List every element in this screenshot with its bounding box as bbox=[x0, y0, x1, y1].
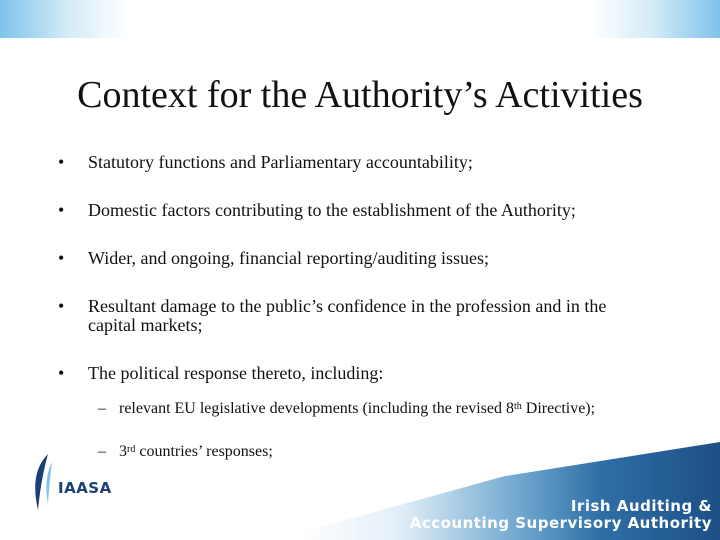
bullet-marker: • bbox=[58, 363, 65, 383]
logo-wordmark: IAASA bbox=[58, 479, 112, 497]
superscript: rd bbox=[127, 444, 136, 455]
bullet-text: The political response thereto, including: bbox=[88, 363, 384, 383]
bullet-text: Wider, and ongoing, financial reporting/auditing issues; bbox=[88, 248, 489, 268]
sub-text-part: relevant EU legislative developments (including the revised 8 bbox=[119, 400, 514, 417]
sub-text-part: Directive); bbox=[521, 400, 596, 417]
sub-bullet-marker: – bbox=[98, 443, 106, 460]
bullet-text: Statutory functions and Parliamentary accountability; bbox=[88, 152, 473, 172]
bullet-text: Domestic factors contributing to the establishment of the Authority; bbox=[88, 200, 576, 220]
sub-bullet-marker: – bbox=[98, 400, 106, 417]
sub-bullet-text bbox=[119, 443, 273, 461]
sub-bullet-text bbox=[119, 400, 595, 418]
top-gradient-band bbox=[0, 0, 720, 38]
sub-text-part: countries’ responses; bbox=[135, 443, 273, 460]
bullet-marker: • bbox=[58, 248, 65, 268]
bullet-text: Resultant damage to the public’s confidence in the profession and in the capital markets; bbox=[88, 296, 607, 335]
org-name-line-1: Irish Auditing & bbox=[570, 497, 712, 515]
bullet-marker: • bbox=[58, 152, 65, 172]
bullet-marker: • bbox=[58, 296, 65, 316]
superscript: th bbox=[514, 401, 522, 412]
org-name-line-2: Accounting Supervisory Authority bbox=[409, 514, 712, 532]
slide-title: Context for the Authority’s Activities bbox=[77, 74, 643, 116]
sub-text-part: 3 bbox=[119, 443, 127, 460]
bullet-marker: • bbox=[58, 200, 65, 220]
